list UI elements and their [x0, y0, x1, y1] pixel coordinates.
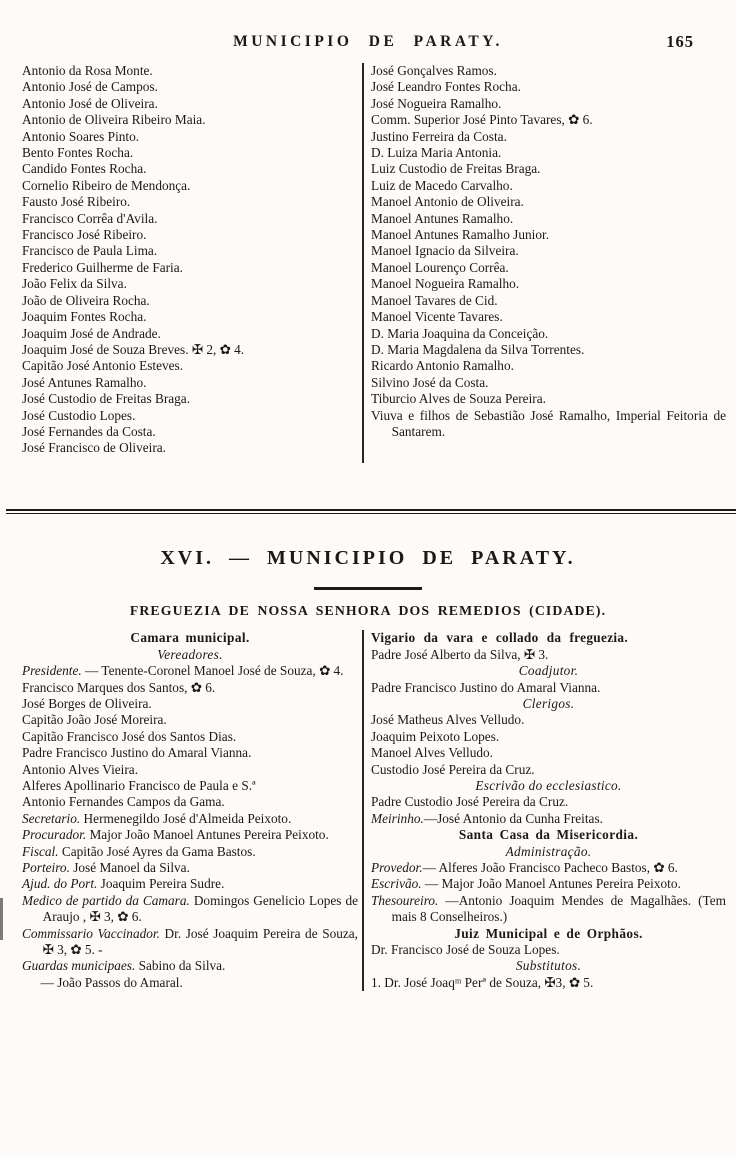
entry-role-label: Fiscal.: [22, 843, 59, 859]
entry-role-label: Medico de partido da Camara.: [22, 892, 190, 908]
column-divider-rule: [362, 63, 364, 463]
list-entry: Antonio da Rosa Monte.: [22, 63, 153, 78]
list-entry: Thesoureiro. —Antonio Joaquim Mendes de Magalhães. (Tem mais 8 Conselheiros.): [371, 892, 726, 925]
list-entry: José Antunes Ramalho.: [22, 374, 147, 390]
running-head: [0, 0, 736, 56]
entry-role-label: Commissario Vaccinador.: [22, 925, 160, 941]
entry-role-label: Thesoureiro.: [371, 892, 439, 908]
list-entry: João de Oliveira Rocha.: [22, 292, 150, 308]
list-entry: 1. Dr. José Joaqᵐ Perª de Souza, ✠3, ✿ 5.: [371, 974, 594, 990]
list-entry: Capitão João José Moreira.: [22, 712, 167, 728]
list-entry: Manoel Lourenço Corrêa.: [371, 259, 509, 275]
list-entry: Candido Fontes Rocha.: [22, 161, 147, 177]
section-title: XVI. — MUNICIPIO DE PARATY.: [160, 547, 576, 569]
list-entry: Justino Ferreira da Costa.: [371, 128, 507, 144]
list-entry: Antonio José de Oliveira.: [22, 95, 158, 111]
list-entry: Padre Francisco Justino do Amaral Vianna.: [22, 745, 252, 761]
list-entry: Antonio Soares Pinto.: [22, 128, 140, 144]
camara-column: [22, 630, 358, 991]
list-entry: Secretario. Hermenegildo José d'Almeida Peixoto.: [22, 810, 292, 826]
list-entry: D. Luiza Maria Antonia.: [371, 145, 502, 161]
list-entry: Ricardo Antonio Ramalho.: [371, 358, 514, 374]
list-entry: Manoel Antunes Ramalho Junior.: [371, 227, 550, 243]
administracao-heading: Administração.: [505, 843, 592, 859]
substitutos-heading: Substitutos.: [515, 958, 582, 974]
list-entry: José Gonçalves Ramos.: [371, 63, 497, 78]
list-entry: Escrivão. — Major João Manoel Antunes Pereira Peixoto.: [371, 876, 681, 892]
list-entry: Manoel Alves Velludo.: [371, 745, 494, 761]
list-entry: José Nogueira Ramalho.: [371, 95, 502, 111]
list-entry: Porteiro. José Manoel da Silva.: [22, 860, 190, 875]
entry-role-label: Ajud. do Port.: [22, 876, 98, 892]
list-entry: Cornelio Ribeiro de Mendonça.: [22, 177, 191, 193]
list-entry: Joaquim Peixoto Lopes.: [371, 728, 500, 744]
section-double-rule: [6, 509, 736, 514]
list-entry: Antonio José de Campos.: [22, 79, 158, 95]
list-entry: Presidente. — Tenente-Coronel Manoel José de Souza, ✿ 4.: [22, 663, 344, 679]
list-entry: Francisco de Paula Lima.: [22, 243, 158, 259]
list-entry: Manoel Nogueira Ramalho.: [371, 276, 520, 292]
vigario-heading: Vigario da vara e collado da freguezia.: [371, 630, 628, 646]
list-entry: Antonio de Oliveira Ribeiro Maia.: [22, 112, 206, 128]
list-entry: Comm. Superior José Pinto Tavares, ✿ 6.: [371, 112, 593, 128]
list-entry: D. Maria Joaquina da Conceição.: [371, 325, 549, 341]
page-header-title: MUNICIPIO DE PARATY.: [233, 33, 503, 50]
list-entry: D. Maria Magdalena da Silva Torrentes.: [371, 341, 585, 357]
list-entry: Capitão Francisco José dos Santos Dias.: [22, 728, 237, 744]
list-entry: Capitão José Antonio Esteves.: [22, 358, 184, 374]
coadjutor-heading: Coadjutor.: [518, 663, 579, 679]
list-entry: Alferes Apollinario Francisco de Paula e S.ª: [22, 777, 256, 793]
entry-role-label: Secretario.: [22, 810, 81, 826]
list-entry: José Custodio Lopes.: [22, 407, 136, 423]
list-entry: Luiz de Macedo Carvalho.: [371, 177, 513, 193]
list-entry: Guardas municipaes. Sabino da Silva.: [22, 958, 226, 974]
list-entry: Fausto José Ribeiro.: [22, 194, 131, 210]
list-entry: Luiz Custodio de Freitas Braga.: [371, 161, 541, 177]
list-entry: Joaquim José de Andrade.: [22, 325, 161, 341]
vereadores-heading: Vereadores.: [157, 646, 223, 662]
list-entry: Manoel Tavares de Cid.: [371, 292, 498, 308]
list-entry: José Custodio de Freitas Braga.: [22, 391, 191, 407]
entry-role-label: Escrivão.: [371, 876, 422, 892]
list-entry: Bento Fontes Rocha.: [22, 145, 134, 161]
list-entry: Dr. Francisco José de Souza Lopes.: [371, 942, 560, 958]
entry-role-label: Procurador.: [22, 827, 87, 843]
list-entry: Joaquim Fontes Rocha.: [22, 309, 147, 325]
list-entry: José Francisco de Oliveira.: [22, 440, 167, 456]
camara-heading: Camara municipal.: [130, 630, 250, 646]
list-entry: Francisco Marques dos Santos, ✿ 6.: [22, 679, 216, 695]
list-entry: José Borges de Oliveira.: [22, 695, 152, 711]
entry-role-label: Guardas municipaes.: [22, 958, 136, 974]
top-name-lists: [0, 63, 736, 463]
list-entry: João Felix da Silva.: [22, 276, 127, 292]
list-entry: Fiscal. Capitão José Ayres da Gama Bastos.: [22, 843, 256, 859]
list-entry: Meirinho.—José Antonio da Cunha Freitas.: [371, 810, 603, 826]
name-list-right: [371, 63, 726, 463]
list-entry: Manoel Vicente Tavares.: [371, 309, 503, 325]
list-entry: José Matheus Alves Velludo.: [371, 712, 525, 728]
list-entry: Francisco Corrêa d'Avila.: [22, 210, 158, 226]
list-entry: Manoel Ignacio da Silveira.: [371, 243, 519, 259]
list-entry: Francisco José Ribeiro.: [22, 227, 147, 243]
vigario-column: [371, 630, 726, 991]
list-entry: Commissario Vaccinador. Dr. José Joaquim Pereira de Souza, ✠ 3, ✿ 5. -: [22, 925, 359, 958]
lower-columns: [0, 630, 736, 991]
entry-role-label: Meirinho.: [371, 810, 424, 826]
list-entry: Viuva e filhos de Sebastião José Ramalho, Imperial Feitoria de Santarem.: [371, 407, 726, 439]
list-entry: Silvino José da Costa.: [371, 374, 489, 390]
list-entry: Tiburcio Alves de Souza Pereira.: [371, 391, 546, 407]
section-short-rule: [314, 587, 422, 590]
column-divider-rule: [362, 630, 364, 991]
list-entry: Custodio José Pereira da Cruz.: [371, 761, 535, 777]
list-entry: Antonio Fernandes Campos da Gama.: [22, 794, 225, 810]
list-entry: Joaquim José de Souza Breves. ✠ 2, ✿ 4.: [22, 341, 245, 357]
clerigos-heading: Clerigos.: [522, 695, 575, 711]
list-entry: José Leandro Fontes Rocha.: [371, 79, 521, 95]
list-entry: Padre Custodio José Pereira da Cruz.: [371, 794, 569, 810]
escrivao-ecclesiastico-heading: Escrivão do ecclesiastico.: [475, 777, 622, 793]
entry-role-label: Provedor.: [371, 860, 423, 875]
list-entry: Manoel Antunes Ramalho.: [371, 210, 514, 226]
list-entry: José Fernandes da Costa.: [22, 423, 156, 439]
list-entry: Medico de partido da Camara. Domingos Genelicio Lopes de Araujo , ✠ 3, ✿ 6.: [22, 892, 358, 925]
list-entry: Manoel Antonio de Oliveira.: [371, 194, 524, 210]
list-entry: Procurador. Major João Manoel Antunes Pereira Peixoto.: [22, 827, 329, 843]
list-entry: Frederico Guilherme de Faria.: [22, 259, 183, 275]
list-entry: — João Passos do Amaral.: [40, 974, 183, 990]
name-list-left: [22, 63, 358, 463]
scan-edge-mark: [0, 898, 3, 940]
entry-role-label: Porteiro.: [22, 860, 70, 875]
santa-casa-heading: Santa Casa da Misericordia.: [458, 827, 639, 843]
page-number: 165: [666, 32, 694, 51]
list-entry: Provedor.— Alferes João Francisco Pacheco Bastos, ✿ 6.: [371, 860, 678, 875]
list-entry: Padre Francisco Justino do Amaral Vianna.: [371, 679, 601, 695]
list-entry: Padre José Alberto da Silva, ✠ 3.: [371, 646, 549, 662]
list-entry: Antonio Alves Vieira.: [22, 761, 139, 777]
entry-role-label: Presidente.: [22, 663, 82, 679]
juiz-municipal-heading: Juiz Municipal e de Orphãos.: [454, 925, 643, 941]
subsection-heading: FREGUEZIA DE NOSSA SENHORA DOS REMEDIOS (CIDADE).: [129, 602, 607, 618]
list-entry: Ajud. do Port. Joaquim Pereira Sudre.: [22, 876, 225, 892]
